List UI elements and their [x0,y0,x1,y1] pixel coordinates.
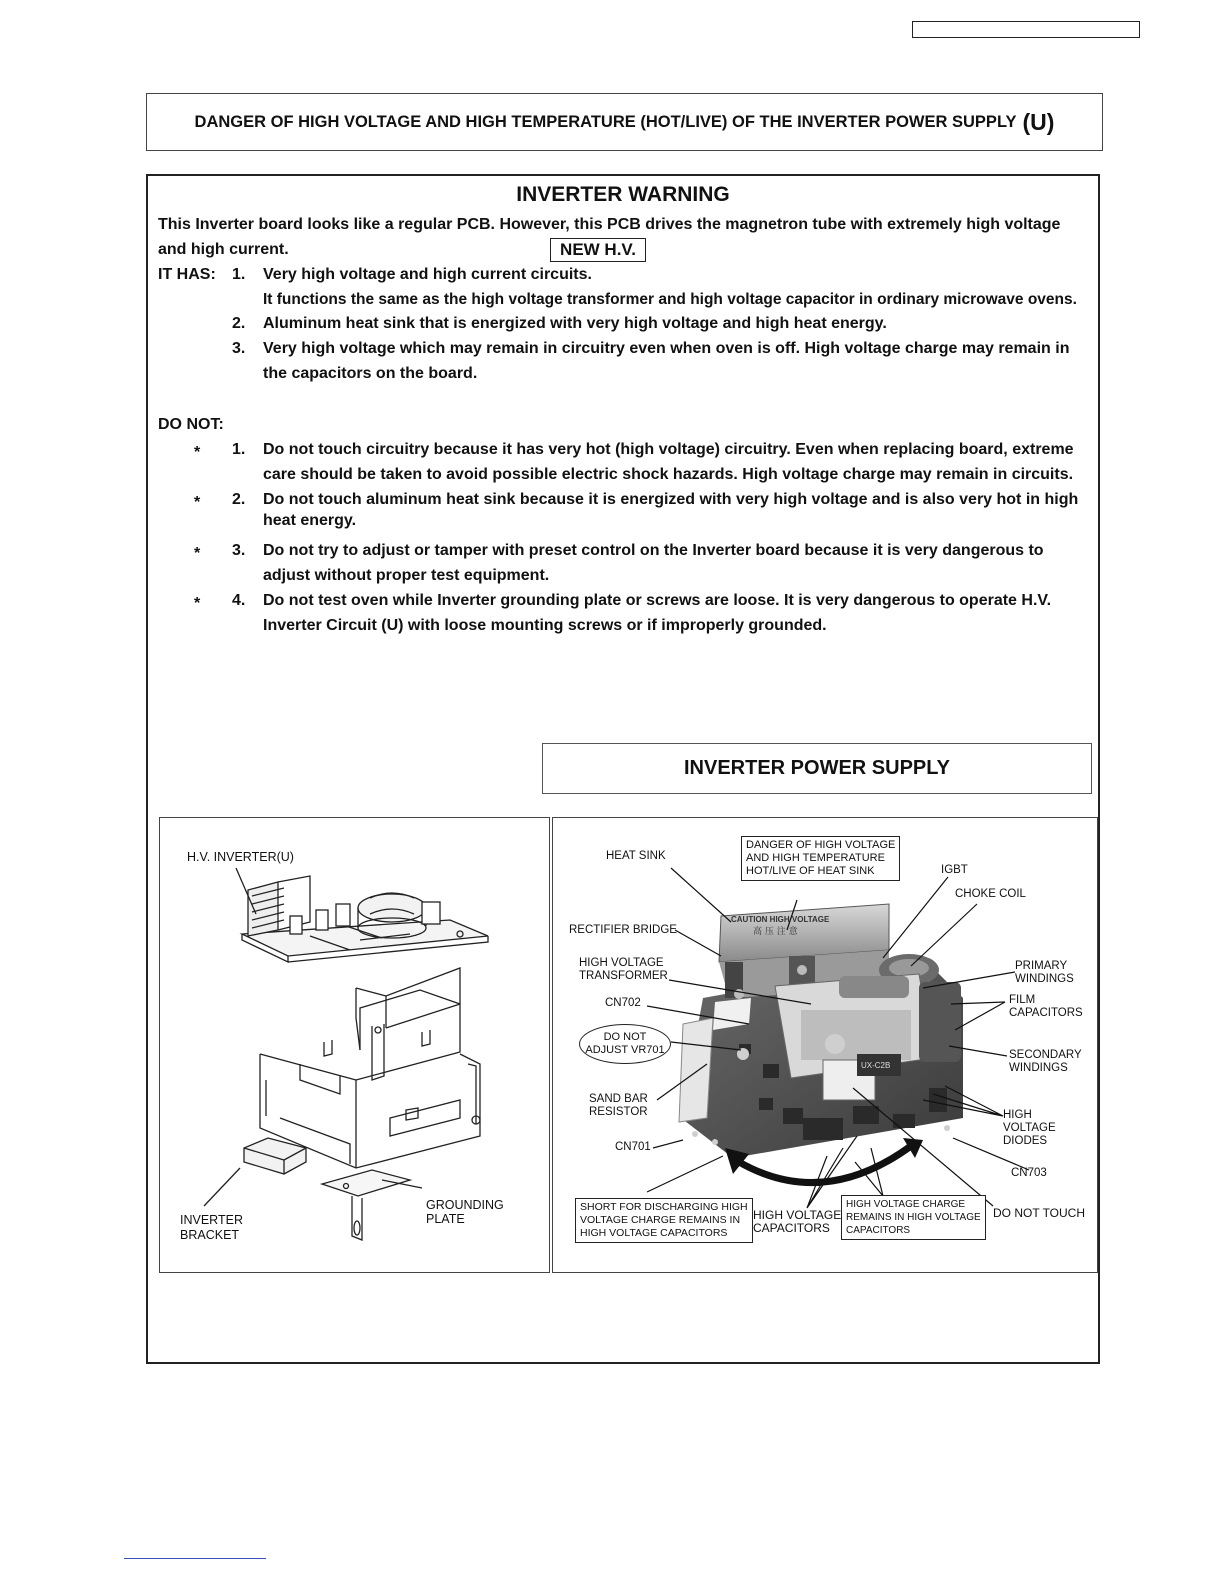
component-marking: UX-C2B [861,1061,891,1070]
hv-capacitors-label: HIGH VOLTAGE CAPACITORS [753,1208,842,1235]
choke-coil-label: CHOKE COIL [955,888,1026,900]
cn703-label: CN703 [1011,1167,1047,1179]
do-not-3-line-1: Do not try to adjust or tamper with preset control on the Inverter board because it is very dangerous to [263,542,1044,559]
do-not-num-4: 4. [232,592,246,609]
cn702-label: CN702 [605,997,641,1009]
do-not-adjust-vr701-callout: DO NOT ADJUST VR701 [579,1024,671,1064]
short-discharge-box: SHORT FOR DISCHARGING HIGH VOLTAGE CHARGE REMAINS IN HIGH VOLTAGE CAPACITORS [575,1198,753,1243]
it-has-3-line-1: Very high voltage which may remain in circuitry even when oven is off. High voltage charge may remain in [263,340,1070,357]
do-not-4-line-2: Inverter Circuit (U) with loose mounting screws or if improperly grounded. [263,617,827,634]
heatsink-chinese-text: 高 压 注 意 [753,927,798,937]
do-not-star-4: * [194,595,201,612]
hv-diodes-label: HIGH VOLTAGE DIODES [1003,1109,1056,1147]
grounding-plate-label: GROUNDING PLATE [426,1198,504,1226]
do-not-3-line-2: adjust without proper test equipment. [263,567,550,584]
inverter-pcb-photo-panel [552,817,1098,1273]
danger-banner-unit: (U) [1022,108,1055,135]
hv-inverter-label: H.V. INVERTER(U) [187,850,294,864]
do-not-star-3: * [194,545,201,562]
do-not-star-1: * [194,444,201,461]
danger-banner-text: DANGER OF HIGH VOLTAGE AND HIGH TEMPERATURE (HOT/LIVE) OF THE INVERTER POWER SUPPLY [194,112,1017,131]
film-capacitors-label: FILM CAPACITORS [1009,994,1083,1019]
do-not-2-line-1: Do not touch aluminum heat sink because it is energized with very high voltage and is also very hot in high [263,491,1079,508]
inverter-bracket-label: INVERTER BRACKET [180,1213,243,1242]
sand-bar-resistor-label: SAND BAR RESISTOR [589,1093,648,1118]
intro-line-2: and high current. [158,241,289,258]
do-not-label: DO NOT: [158,416,224,433]
it-has-num-2: 2. [232,315,246,332]
inverter-power-supply-title: INVERTER POWER SUPPLY [542,743,1092,794]
do-not-4-line-1: Do not test oven while Inverter grounding plate or screws are loose. It is very dangerous to operate H.V. [263,592,1052,609]
do-not-2-line-2: heat energy. [263,512,357,529]
it-has-num-3: 3. [232,340,246,357]
do-not-1-line-2: care should be taken to avoid possible electric shock hazards. High voltage charge may remain in circuits. [263,466,1074,483]
hv-transformer-label: HIGH VOLTAGE TRANSFORMER [579,957,668,982]
it-has-label: IT HAS: [158,266,216,283]
primary-windings-label: PRIMARY WINDINGS [1015,960,1074,985]
rectifier-bridge-label: RECTIFIER BRIDGE [569,924,677,936]
heat-sink-label: HEAT SINK [606,850,666,862]
bottom-link-rule [124,1558,266,1559]
it-has-3-line-2: the capacitors on the board. [263,365,478,382]
do-not-1-line-1: Do not touch circuitry because it has very hot (high voltage) circuitry. Even when replacing board, extreme [263,441,1074,458]
do-not-num-1: 1. [232,441,246,458]
inverter-bracket-diagram-panel [159,817,550,1273]
do-not-star-2: * [194,494,201,511]
it-has-2-line-1: Aluminum heat sink that is energized with very high voltage and high heat energy. [263,315,887,332]
it-has-1-line-2: It functions the same as the high voltage transformer and high voltage capacitor in ordinary microwave ovens. [263,291,1077,308]
intro-line-1: This Inverter board looks like a regular PCB. However, this PCB drives the magnetron tube with extremely high voltage [158,216,1061,233]
cn701-label: CN701 [615,1141,651,1153]
do-not-touch-label: DO NOT TOUCH [993,1206,1086,1220]
it-has-num-1: 1. [232,266,246,283]
igbt-label: IGBT [941,864,968,876]
inverter-warning-frame [146,174,1100,1364]
heatsink-caution-text: CAUTION HIGH VOLTAGE [731,915,830,924]
page-reference-box [912,21,1140,38]
secondary-windings-label: SECONDARY WINDINGS [1009,1049,1082,1074]
new-hv-badge: NEW H.V. [550,238,646,262]
do-not-num-3: 3. [232,542,246,559]
warning-title: INVERTER WARNING [516,183,730,206]
do-not-num-2: 2. [232,491,246,508]
heat-sink-danger-box: DANGER OF HIGH VOLTAGE AND HIGH TEMPERATURE HOT/LIVE OF HEAT SINK [741,836,900,881]
charge-remains-box: HIGH VOLTAGE CHARGE REMAINS IN HIGH VOLTAGE CAPACITORS [841,1195,986,1240]
it-has-1-line-1: Very high voltage and high current circuits. [263,266,592,283]
danger-banner [146,93,1103,151]
